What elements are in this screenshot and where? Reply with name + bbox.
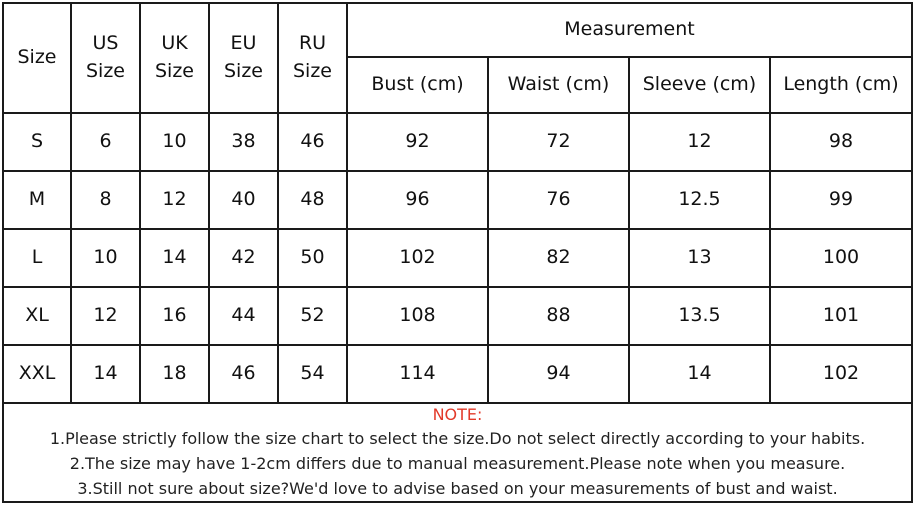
cell-us: 12 xyxy=(71,287,140,345)
cell-length: 101 xyxy=(770,287,912,345)
cell-ru: 52 xyxy=(278,287,347,345)
table-row xyxy=(3,113,912,171)
header-waist: Waist (cm) xyxy=(488,57,629,113)
cell-ru: 46 xyxy=(278,113,347,171)
header-length: Length (cm) xyxy=(770,57,912,113)
cell-waist: 82 xyxy=(488,229,629,287)
cell-eu: 38 xyxy=(209,113,278,171)
cell-us: 14 xyxy=(71,345,140,403)
cell-eu: 44 xyxy=(209,287,278,345)
cell-ru: 48 xyxy=(278,171,347,229)
cell-size: M xyxy=(3,171,71,229)
cell-size: S xyxy=(3,113,71,171)
header-uk-size: UK Size xyxy=(140,3,209,113)
size-chart-table xyxy=(2,2,913,503)
cell-bust: 114 xyxy=(347,345,488,403)
cell-eu: 46 xyxy=(209,345,278,403)
cell-waist: 76 xyxy=(488,171,629,229)
table-row xyxy=(3,171,912,229)
notes-row xyxy=(3,403,912,502)
cell-uk: 16 xyxy=(140,287,209,345)
header-bust: Bust (cm) xyxy=(347,57,488,113)
cell-bust: 96 xyxy=(347,171,488,229)
cell-waist: 94 xyxy=(488,345,629,403)
notes-cell xyxy=(3,403,912,502)
table-row xyxy=(3,229,912,287)
header-us-size: US Size xyxy=(71,3,140,113)
cell-length: 100 xyxy=(770,229,912,287)
note-line-1: 1.Please strictly follow the size chart to select the size.Do not select directly according to your habits. xyxy=(49,429,866,448)
header-ru-size: RU Size xyxy=(278,3,347,113)
cell-size: XL xyxy=(3,287,71,345)
cell-uk: 14 xyxy=(140,229,209,287)
cell-us: 8 xyxy=(71,171,140,229)
cell-length: 98 xyxy=(770,113,912,171)
cell-waist: 88 xyxy=(488,287,629,345)
cell-size: L xyxy=(3,229,71,287)
cell-bust: 102 xyxy=(347,229,488,287)
header-measurement: Measurement xyxy=(347,3,912,57)
header-sleeve: Sleeve (cm) xyxy=(629,57,770,113)
note-title: NOTE: xyxy=(432,405,483,424)
cell-sleeve: 13.5 xyxy=(629,287,770,345)
cell-ru: 50 xyxy=(278,229,347,287)
cell-eu: 40 xyxy=(209,171,278,229)
header-eu-size: EU Size xyxy=(209,3,278,113)
cell-us: 10 xyxy=(71,229,140,287)
cell-length: 99 xyxy=(770,171,912,229)
note-line-2: 2.The size may have 1-2cm differs due to manual measurement.Please note when you measure. xyxy=(69,454,846,473)
cell-ru: 54 xyxy=(278,345,347,403)
table-row xyxy=(3,287,912,345)
cell-size: XXL xyxy=(3,345,71,403)
cell-waist: 72 xyxy=(488,113,629,171)
header-row-top xyxy=(3,3,912,57)
cell-bust: 108 xyxy=(347,287,488,345)
table-row xyxy=(3,345,912,403)
cell-sleeve: 12 xyxy=(629,113,770,171)
cell-bust: 92 xyxy=(347,113,488,171)
cell-uk: 12 xyxy=(140,171,209,229)
header-size: Size xyxy=(3,3,71,113)
cell-us: 6 xyxy=(71,113,140,171)
cell-length: 102 xyxy=(770,345,912,403)
cell-sleeve: 13 xyxy=(629,229,770,287)
cell-uk: 10 xyxy=(140,113,209,171)
cell-eu: 42 xyxy=(209,229,278,287)
cell-uk: 18 xyxy=(140,345,209,403)
cell-sleeve: 14 xyxy=(629,345,770,403)
note-line-3: 3.Still not sure about size?We'd love to advise based on your measurements of bust and waist. xyxy=(77,479,838,498)
cell-sleeve: 12.5 xyxy=(629,171,770,229)
